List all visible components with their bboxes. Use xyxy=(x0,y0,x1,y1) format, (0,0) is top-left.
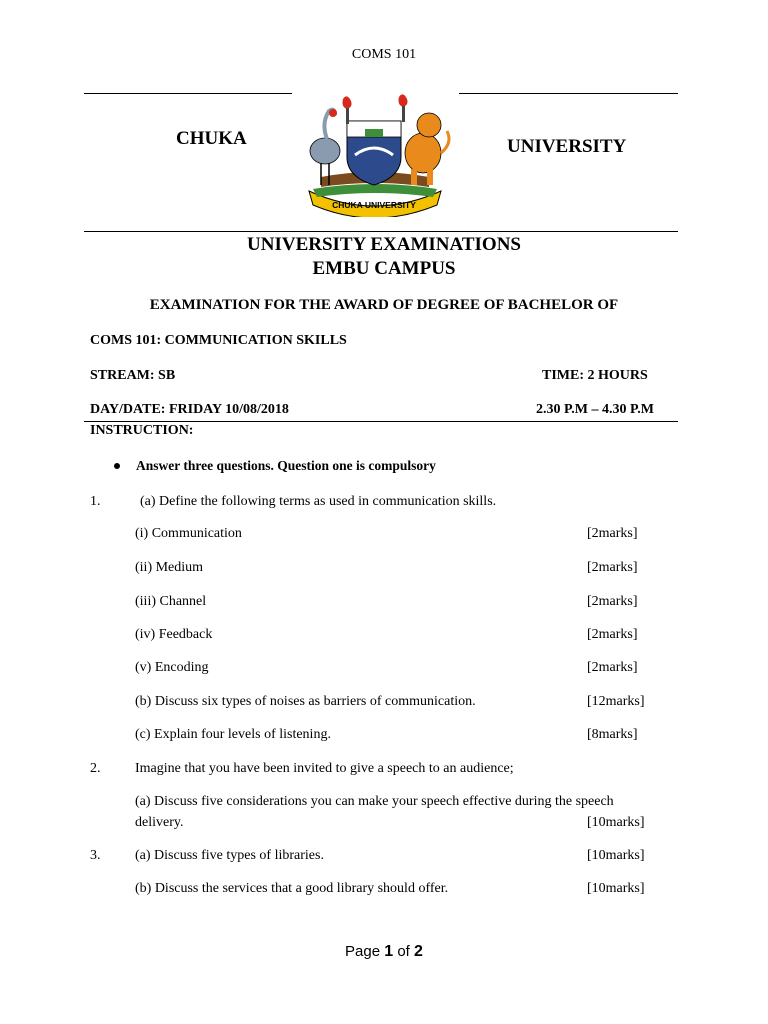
footer-of-word: of xyxy=(397,943,410,960)
day-date: DAY/DATE: FRIDAY 10/08/2018 xyxy=(90,402,289,417)
q2-number: 2. xyxy=(90,761,101,776)
q2-intro: Imagine that you have been invited to give a speech to an audience; xyxy=(135,761,514,776)
instruction-heading: INSTRUCTION: xyxy=(90,423,194,438)
q2-a-marks: [10marks] xyxy=(587,815,645,830)
q1-c: (c) Explain four levels of listening. xyxy=(135,727,331,742)
instruction-text: Answer three questions. Question one is compulsory xyxy=(136,458,436,473)
logo-lion xyxy=(405,133,441,173)
page-footer xyxy=(0,943,768,961)
q1-iv-marks: [2marks] xyxy=(587,627,638,642)
q1-a: (a) Define the following terms as used in communication skills. xyxy=(140,494,497,509)
title-exams: UNIVERSITY EXAMINATIONS xyxy=(247,234,521,255)
university-logo xyxy=(291,93,457,217)
banner-university: UNIVERSITY xyxy=(507,136,627,157)
q1-iii: (iii) Channel xyxy=(135,594,207,609)
header-rule-left xyxy=(84,93,292,94)
duration: TIME: 2 HOURS xyxy=(542,368,648,383)
logo-flame-right xyxy=(399,94,408,107)
footer-total-pages: 2 xyxy=(414,943,423,960)
q3-b-marks: [10marks] xyxy=(587,881,645,896)
footer-page-word: Page xyxy=(345,943,381,960)
q1-i-marks: [2marks] xyxy=(587,526,638,541)
q3-a-marks: [10marks] xyxy=(587,848,645,863)
q3-b: (b) Discuss the services that a good library should offer. xyxy=(135,881,449,896)
q1-iv: (iv) Feedback xyxy=(135,627,213,642)
banner-chuka: CHUKA xyxy=(176,128,247,149)
q1-b-marks: [12marks] xyxy=(587,694,645,709)
course-title: COMS 101: COMMUNICATION SKILLS xyxy=(90,333,347,348)
q1-v-marks: [2marks] xyxy=(587,660,638,675)
logo-bird xyxy=(310,138,340,164)
q2-a-line1: (a) Discuss five considerations you can make your speech effective during the speech xyxy=(135,794,614,809)
banner-rule xyxy=(84,231,678,232)
course-code-header: COMS 101 xyxy=(351,47,417,62)
logo-ribbon-text: CHUKA UNIVERSITY xyxy=(332,200,416,210)
q1-ii-marks: [2marks] xyxy=(587,560,638,575)
q1-i: (i) Communication xyxy=(135,526,242,541)
q1-ii: (ii) Medium xyxy=(135,560,204,575)
title-campus: EMBU CAMPUS xyxy=(312,258,456,279)
q1-c-marks: [8marks] xyxy=(587,727,638,742)
q3-number: 3. xyxy=(90,848,101,863)
meta-rule xyxy=(84,421,678,422)
q2-a-line2: delivery. xyxy=(135,815,184,830)
q1-b: (b) Discuss six types of noises as barriers of communication. xyxy=(135,694,476,709)
bullet-dot xyxy=(114,463,120,469)
logo-ground xyxy=(313,184,437,197)
header-rule-right xyxy=(459,93,678,94)
q1-iii-marks: [2marks] xyxy=(587,594,638,609)
stream: STREAM: SB xyxy=(90,368,176,383)
q1-number: 1. xyxy=(90,494,101,509)
exam-hours: 2.30 P.M – 4.30 P.M xyxy=(536,402,654,417)
footer-current-page: 1 xyxy=(384,943,394,960)
logo-flame-left xyxy=(343,96,352,109)
award-line: EXAMINATION FOR THE AWARD OF DEGREE OF BACHELOR OF xyxy=(149,297,619,313)
q3-a: (a) Discuss five types of libraries. xyxy=(135,848,324,863)
q1-v: (v) Encoding xyxy=(135,660,209,675)
